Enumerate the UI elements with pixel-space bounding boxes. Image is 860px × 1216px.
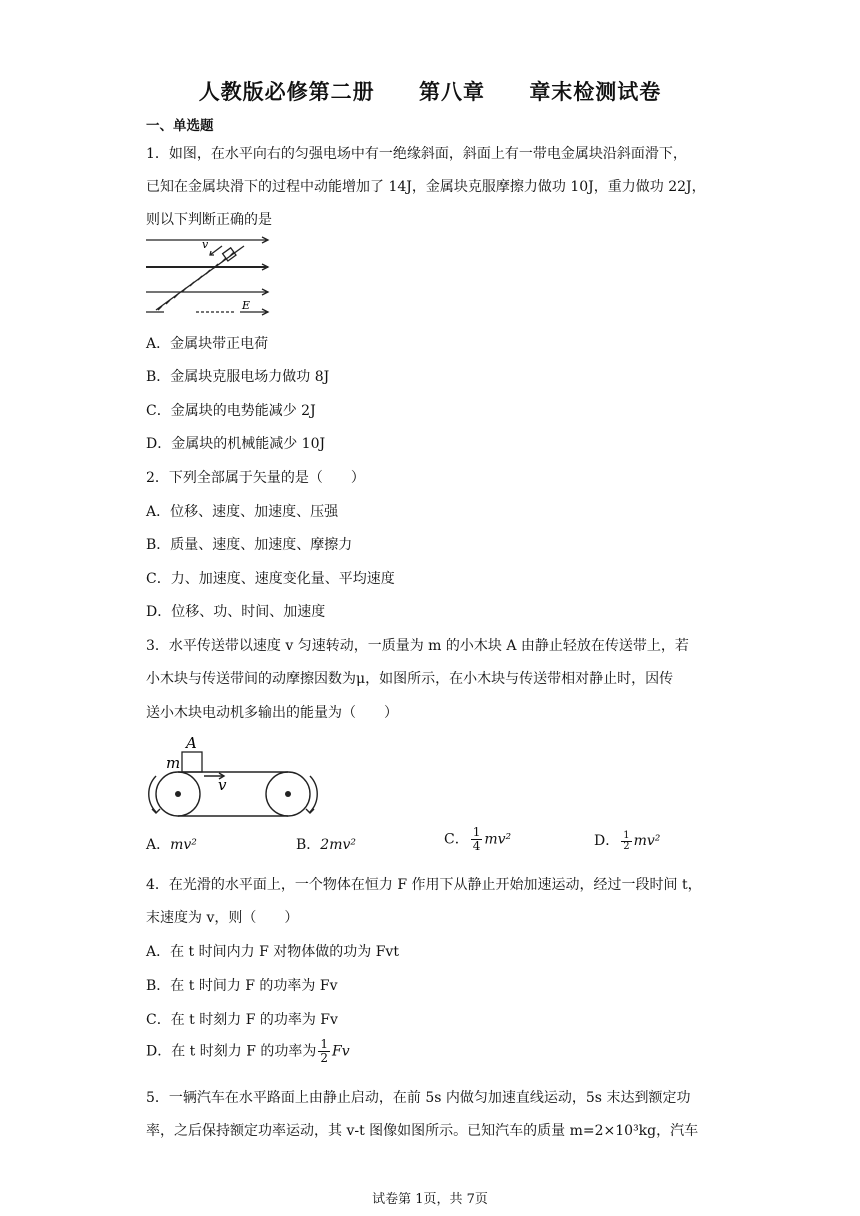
q1-option-d[interactable]: D．金属块的机械能减少 10J	[146, 436, 326, 452]
q1-option-c[interactable]: C．金属块的电势能减少 2J	[146, 403, 316, 419]
q3-option-b[interactable]	[296, 834, 356, 854]
title-part-3: 章末检测试卷	[529, 80, 662, 104]
q3-option-a[interactable]	[146, 834, 197, 854]
q1-figure-incline-in-field	[144, 234, 274, 320]
title-part-2: 第八章	[419, 80, 485, 104]
q4-option-d-text: D．在 t 时刻力 F 的功率为	[146, 1043, 317, 1060]
q5-line-2: 率，之后保持额定功率运动，其 v-t 图像如图所示。已知汽车的质量 m=2×10³kg，汽车	[146, 1123, 699, 1139]
q3-option-d[interactable]	[594, 830, 660, 852]
q4-line-1: 4．在光滑的水平面上，一个物体在恒力 F 作用下从静止开始加速运动，经过一段时间 t，	[146, 877, 702, 893]
q3-line-2: 小木块与传送带间的动摩擦因数为μ，如图所示，在小木块与传送带相对静止时，因传	[146, 671, 674, 687]
q2-option-c[interactable]: C．力、加速度、速度变化量、平均速度	[146, 571, 395, 587]
q1-figure-e-label: E	[242, 299, 251, 312]
q1-line-1: 1．如图，在水平向右的匀强电场中有一绝缘斜面，斜面上有一带电金属块沿斜面滑下，	[146, 146, 687, 162]
q3-option-c-label: C．	[444, 831, 469, 848]
q3-option-c-num: 1	[472, 825, 481, 839]
q3-option-d-fraction	[621, 831, 631, 852]
q3-line-1: 3．水平传送带以速度 v 匀速转动，一质量为 m 的小木块 A 由静止轻放在传送带上，若	[146, 638, 689, 654]
q3-option-c[interactable]	[444, 826, 511, 853]
q2-stem: 2．下列全部属于矢量的是（ ）	[146, 470, 365, 486]
q3-figure-m-label: m	[166, 754, 181, 772]
q2-option-d[interactable]: D．位移、功、时间、加速度	[146, 604, 326, 620]
q3-option-d-num: 1	[623, 829, 630, 841]
q4-option-b[interactable]: B．在 t 时间力 F 的功率为 Fv	[146, 978, 338, 994]
q2-option-b[interactable]: B．质量、速度、加速度、摩擦力	[146, 537, 353, 553]
q1-line-3: 则以下判断正确的是	[146, 212, 272, 228]
q3-option-d-label: D．	[594, 833, 620, 849]
q4-option-a[interactable]: A．在 t 时间内力 F 对物体做的功为 Fvt	[146, 944, 399, 960]
q3-option-b-label: B．	[296, 837, 321, 853]
q3-option-a-label: A．	[146, 837, 171, 853]
q1-figure-v-label: v	[202, 238, 209, 251]
q4-option-d-fraction	[318, 1038, 330, 1065]
q4-option-c[interactable]: C．在 t 时刻力 F 的功率为 Fv	[146, 1012, 338, 1028]
q1-option-a[interactable]: A．金属块带正电荷	[146, 336, 269, 352]
q3-figure-conveyor-belt	[142, 732, 324, 822]
q5-line-1: 5．一辆汽车在水平路面上由静止启动，在前 5s 内做匀加速直线运动，5s 末达到额定功	[146, 1090, 691, 1106]
page-footer: 试卷第 1页，共 7页	[372, 1192, 488, 1207]
q3-option-c-expr: mv²	[484, 831, 512, 848]
q3-line-3: 送小木块电动机多输出的能量为（ ）	[146, 705, 398, 721]
q2-option-a[interactable]: A．位移、速度、加速度、压强	[146, 504, 339, 520]
q3-figure-v-label: v	[218, 776, 227, 794]
page-title	[0, 76, 860, 106]
q3-option-d-expr: mv²	[633, 833, 661, 849]
q4-option-d-den: 2	[320, 1051, 329, 1065]
q3-option-c-fraction	[471, 826, 483, 853]
q4-option-d-expr: Fv	[332, 1043, 350, 1060]
q1-line-2: 已知在金属块滑下的过程中动能增加了 14J，金属块克服摩擦力做功 10J，重力做功 22J，	[146, 179, 706, 195]
q3-option-b-expr: 2mv²	[320, 837, 357, 853]
q3-option-d-den: 2	[623, 840, 630, 852]
q4-option-d-num: 1	[320, 1037, 329, 1051]
q4-option-d[interactable]	[146, 1038, 350, 1065]
section-heading: 一、单选题	[146, 118, 214, 134]
q3-option-c-den: 4	[472, 839, 481, 853]
q3-figure-a-label: A	[186, 734, 197, 752]
q4-line-2: 末速度为 v，则（ ）	[146, 910, 299, 926]
q1-option-b[interactable]: B．金属块克服电场力做功 8J	[146, 369, 330, 385]
title-part-1: 人教版必修第二册	[198, 80, 375, 104]
q3-option-a-expr: mv²	[170, 837, 197, 853]
